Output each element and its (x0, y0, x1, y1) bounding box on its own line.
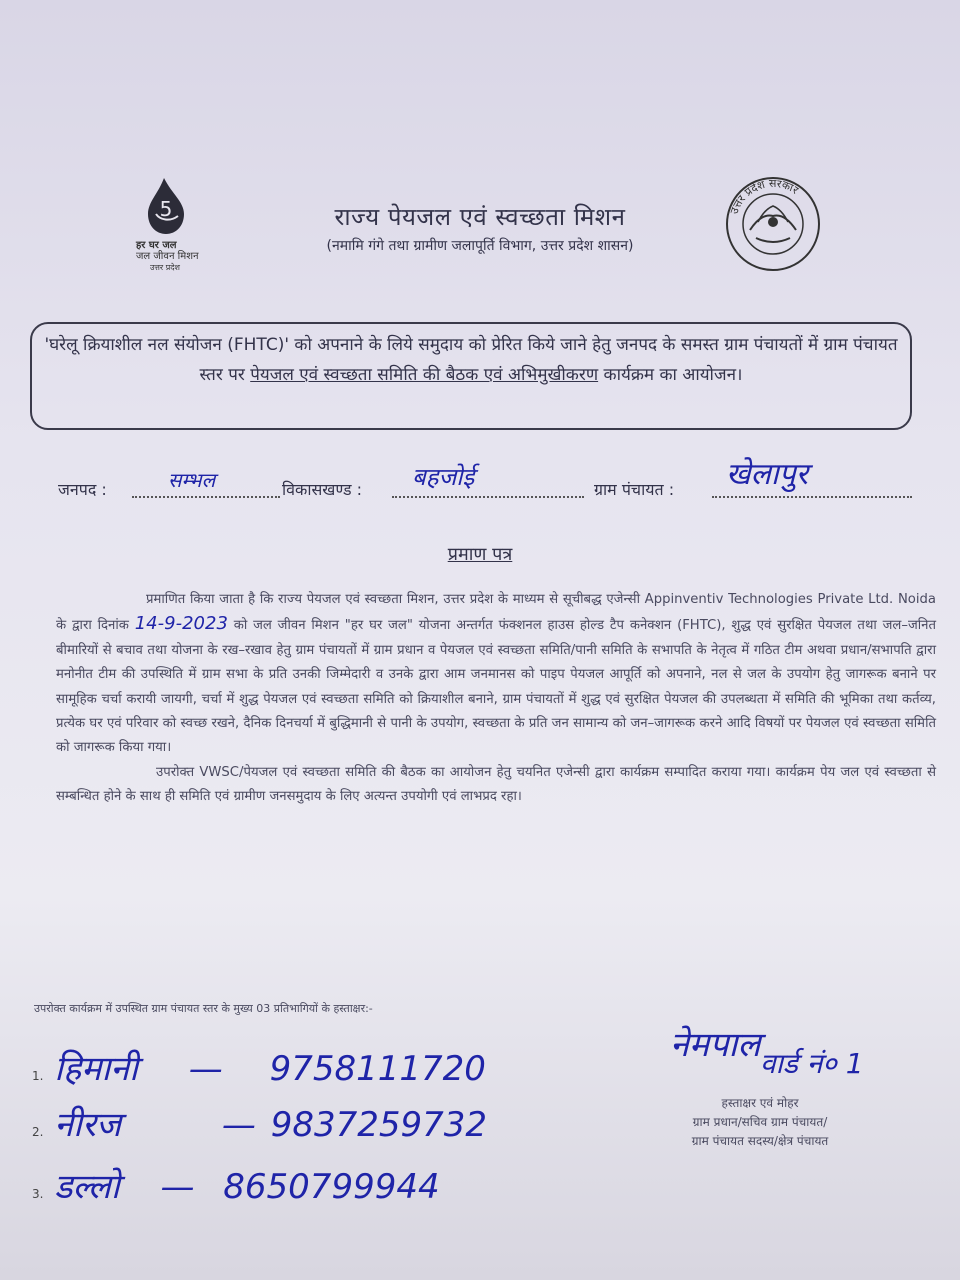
signature-row-2-dash: — (221, 1105, 256, 1145)
notice-text (40, 330, 902, 390)
mission-title: राज्य पेयजल एवं स्वच्छता मिशन (334, 203, 626, 231)
logo-line2: जल जीवन मिशन (136, 251, 199, 262)
certificate-title: प्रमाण पत्र (447, 544, 513, 565)
signature-row-3-phone: 8650799944 (223, 1167, 440, 1207)
paragraph-1-before-date: प्रमाणित किया जाता है कि राज्य पेयजल एवं स्वच्छता मिशन, उत्तर प्रदेश के माध्यम से सूचीबद्ध एजेन्सी Appinventiv Technologies Private Ltd. Noida के द्वारा दिनांक (56, 592, 936, 634)
signature-row-3 (32, 1162, 440, 1208)
certificate-paragraph-2: उपरोक्त VWSC/पेयजल एवं स्वच्छता समिति की बैठक का आयोजन हेतु चयनित एजेन्सी द्वारा कार्यक्रम सम्पादित कराया गया। कार्यक्रम पेय जल एवं स्वच्छता से सम्बन्धित होने के साथ ही समिति एवं ग्रामीण जनसमुदाय के लिए अत्यन्त उपयोगी एवं लाभप्रद रहा। (56, 764, 936, 805)
paragraph-1-after-date: को जल जीवन मिशन "हर घर जल" योजना अन्तर्गत फंक्शनल हाउस होल्ड टैप कनेक्शन (FHTC), शुद्ध एवं सुरक्षित पेयजल तथा जल–जनित बीमारियों से बचाव तथा योजना के रख–रखाव हेतु ग्राम पंचायतों में ग्राम प्रधान व पेयजल एवं स्वच्छता समिति/पानी समिति के सभापति के नेतृत्व में गठित टीम अथवा प्रधान/सभापति द्वारा मनोनीत टीम की उपस्थिति में ग्राम सभा के प्रति उनकी जिम्मेदारी व उनके द्वारा आम जनमानस को पाइप पेयजल आपूर्ति को अपनाने, नल से जल के उपयोग हेतु जागरूक बनाने पर सामूहिक चर्चा करायी जायगी, चर्चा में शुद्ध पेयजल एवं स्वच्छता समिति को क्रियाशील बनाने, ग्राम पंचायतों में शुद्ध एवं सुरक्षित पेयजल की उपलब्धता में समिति की भूमिका तथा कर्तव्य, प्रत्येक घर एवं परिवार को स्वच्छ रखने, दैनिक दिनचर्या में बुद्धिमानी से पानी के उपयोग, स्वच्छता के प्रति जन सामान्य को जन–जागरूक करने आदि विषयों पर पेयजल एवं स्वच्छता समिति को जागरूक किया गया। (56, 618, 936, 756)
certificate-paragraph-1 (56, 588, 936, 761)
logo-line3: उत्तर प्रदेश (150, 263, 180, 272)
block-value: बहजोई (412, 463, 475, 491)
signature-row-1-number: 1. (32, 1069, 44, 1083)
signatory-caption-3: ग्राम पंचायत सदस्य/क्षेत्र पंचायत (691, 1134, 829, 1148)
notice-part1: 'घरेलू क्रियाशील नल संयोजन (FHTC)' को अपनाने के लिये समुदाय को प्रेरित किये जाने हेतु जनपद के समस्त ग्राम पंचायतों में ग्राम पंचायत स्तर पर (44, 335, 898, 385)
signature-row-2-name: नीरज (54, 1105, 122, 1145)
panchayat-dots (712, 496, 912, 498)
signature-row-1-name: हिमानी (54, 1049, 138, 1089)
district-value: सम्भल (168, 468, 216, 492)
signature-row-2-number: 2. (32, 1125, 44, 1139)
signatory-signature (670, 1020, 950, 1082)
signatures-intro: उपरोक्त कार्यक्रम में उपस्थित ग्राम पंचायत स्तर के मुख्य 03 प्रतिभागियों के हस्ताक्षर:- (34, 1002, 373, 1015)
signature-row-1-phone: 9758111720 (269, 1049, 486, 1089)
meeting-date: 14-9-2023 (134, 613, 228, 635)
signatory-caption-2: ग्राम प्रधान/सचिव ग्राम पंचायत/ (692, 1115, 828, 1129)
mission-subtitle: (नमामि गंगे तथा ग्रामीण जलापूर्ति विभाग, उत्तर प्रदेश शासन) (326, 238, 634, 254)
signature-row-2 (32, 1100, 487, 1146)
certificate-body (56, 588, 936, 810)
emblem-ring-text: उत्तर प्रदेश सरकार (727, 176, 801, 216)
signatory-caption (640, 1094, 880, 1151)
notice-part2: कार्यक्रम का आयोजन। (598, 365, 743, 385)
district-label: जनपद : (58, 480, 107, 499)
signature-row-1-dash: — (188, 1049, 223, 1089)
district-dots (132, 496, 280, 498)
logo-badge-number: 5 (159, 197, 173, 221)
signatory-caption-1: हस्ताक्षर एवं मोहर (721, 1096, 799, 1110)
signatory-name: नेमपाल (670, 1025, 761, 1065)
signature-row-3-dash: — (160, 1167, 195, 1207)
notice-underlined: पेयजल एवं स्वच्छता समिति की बैठक एवं अभिमुखीकरण (250, 365, 599, 385)
block-dots (392, 496, 584, 498)
logo-line1: हर घर जल (136, 240, 177, 251)
signature-row-2-phone: 9837259732 (270, 1105, 488, 1145)
signature-row-1 (32, 1044, 486, 1090)
signature-row-3-name: डल्लो (54, 1167, 120, 1207)
block-label: विकासखण्ड : (282, 480, 363, 499)
panchayat-label: ग्राम पंचायत : (594, 480, 675, 499)
signatory-ward: वार्ड नं० 1 (760, 1047, 864, 1080)
panchayat-value: खेलापुर (726, 457, 808, 492)
signature-row-3-number: 3. (32, 1187, 44, 1201)
